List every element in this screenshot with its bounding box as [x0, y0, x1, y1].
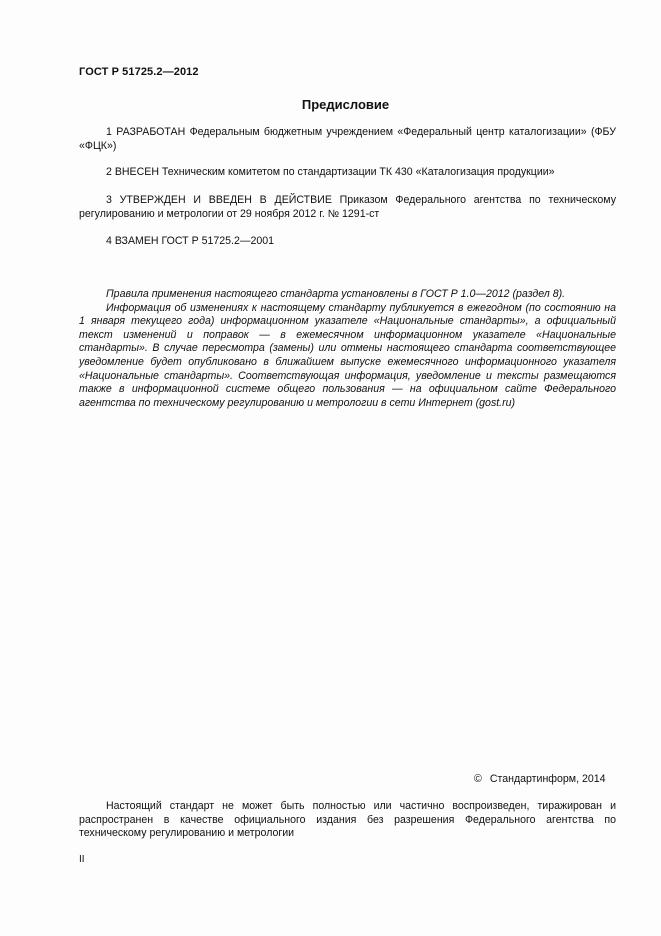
copyright-icon: © [474, 773, 482, 785]
rules-note: Правила применения настоящего стандарта установлены в ГОСТ Р 1.0—2012 (раздел 8). [106, 288, 566, 300]
copyright-line [474, 773, 606, 785]
foreword-item-4: 4 ВЗАМЕН ГОСТ Р 51725.2—2001 [106, 235, 275, 247]
standard-id: ГОСТ Р 51725.2—2012 [79, 66, 199, 78]
changes-info-note: Информация об изменениях к настоящему стандарту публикуется в ежегодном (по состоянию на 1 января текущего года) информационном указателе «Национальные стандарты», а официальный текст изменений и поправок — в ежемесячном информационном указателе «Национальные стандарты». В случае пересмотра (замены) или отмены настоящего стандарта соответствующее уведомление будет опубликовано в ближайшем выпуске ежемесячного информационного указателя «Национальные стандарты». Соответствующая информация, уведомление и тексты размещаются также в информационной системе общего пользования — на официальном сайте Федерального агентства по техническому регулированию и метрологии в сети Интернет (gost.ru) [79, 301, 616, 409]
copyright-holder: Стандартинформ, 2014 [489, 773, 606, 785]
page-title: Предисловие [301, 97, 390, 112]
foreword-item-2: 2 ВНЕСЕН Техническим комитетом по стандартизации ТК 430 «Каталогизация продукции» [106, 166, 555, 178]
foreword-item-3: 3 УТВЕРЖДЕН И ВВЕДЕН В ДЕЙСТВИЕ Приказом Федерального агентства по техническому регулированию и метрологии от 29 ноября 2012 г. № 1291-ст [79, 194, 616, 220]
page-number: II [79, 854, 85, 865]
foreword-item-1: 1 РАЗРАБОТАН Федеральным бюджетным учреждением «Федеральный центр каталогизации» (ФБУ «ФЦК») [79, 126, 616, 152]
usage-notes [79, 288, 616, 410]
reproduction-notice: Настоящий стандарт не может быть полностью или частично воспроизведен, тиражирован и распространен в качестве официального издания без разрешения Федерального агентства по техническому регулированию и метрологии [79, 800, 616, 840]
